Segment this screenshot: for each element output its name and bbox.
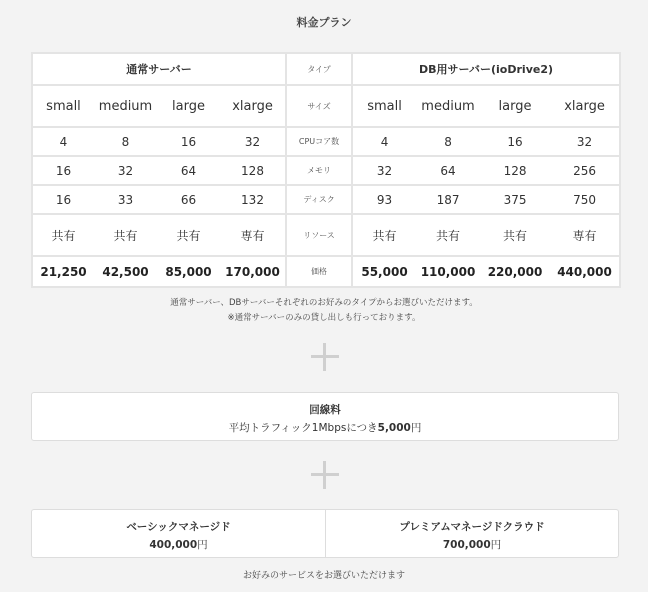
table-cell: 750 — [550, 185, 620, 214]
note-line: 通常サーバー、DBサーバーそれぞれのお好みのタイプからお選びいただけます。 — [170, 298, 478, 308]
table-cell: 32 — [352, 156, 416, 185]
table-cell: 共有 — [416, 214, 480, 256]
line-fee-prefix: 平均トラフィック1Mbpsにつき — [228, 422, 378, 434]
price-cell: 55,000 — [352, 256, 416, 287]
table-row — [32, 127, 620, 156]
size-label: サイズ — [286, 85, 352, 127]
managed-option-title: プレミアムマネージドクラウド — [399, 521, 545, 533]
managed-service-box — [31, 509, 619, 558]
table-cell: 専有 — [220, 214, 286, 256]
line-fee-title: 回線料 — [309, 404, 341, 416]
price-cell: 220,000 — [480, 256, 550, 287]
table-cell: 共有 — [157, 214, 220, 256]
pricing-table — [31, 52, 621, 288]
table-cell: 64 — [416, 156, 480, 185]
managed-option-price — [32, 537, 325, 552]
normal-server-header: 通常サーバー — [32, 53, 286, 85]
table-cell: 93 — [352, 185, 416, 214]
table-cell: 4 — [32, 127, 94, 156]
footer-note: お好みのサービスをお選びいただけます — [242, 571, 405, 581]
table-cell: 8 — [94, 127, 157, 156]
managed-option-title: ベーシックマネージド — [126, 521, 231, 533]
line-fee-price — [32, 420, 618, 435]
row-label: 価格 — [286, 256, 352, 287]
table-row — [32, 156, 620, 185]
table-cell: 375 — [480, 185, 550, 214]
table-cell: 128 — [220, 156, 286, 185]
price-cell: 110,000 — [416, 256, 480, 287]
table-cell: 187 — [416, 185, 480, 214]
table-cell: 32 — [550, 127, 620, 156]
managed-option-unit: 円 — [490, 539, 502, 551]
price-cell: 85,000 — [157, 256, 220, 287]
table-cell: 16 — [157, 127, 220, 156]
table-cell: 33 — [94, 185, 157, 214]
table-cell: 共有 — [94, 214, 157, 256]
note-line: ※通常サーバーのみの貸し出しも行っております。 — [227, 313, 421, 323]
price-cell: 440,000 — [550, 256, 620, 287]
managed-option — [32, 510, 325, 557]
table-row — [32, 185, 620, 214]
managed-option — [326, 510, 618, 557]
table-cell: 8 — [416, 127, 480, 156]
table-cell: 共有 — [352, 214, 416, 256]
table-cell: 共有 — [32, 214, 94, 256]
size-cell: xlarge — [220, 85, 286, 127]
size-cell: small — [32, 85, 94, 127]
page-title: 料金プラン — [296, 16, 352, 29]
row-label: ディスク — [286, 185, 352, 214]
table-cell: 4 — [352, 127, 416, 156]
table-cell: 66 — [157, 185, 220, 214]
managed-option-unit: 円 — [197, 539, 208, 551]
table-cell: 32 — [94, 156, 157, 185]
table-cell: 256 — [550, 156, 620, 185]
table-cell: 16 — [32, 185, 94, 214]
db-server-header: DB用サーバー(ioDrive2) — [352, 53, 620, 85]
table-row — [32, 214, 620, 256]
table-cell: 16 — [480, 127, 550, 156]
line-fee-unit: 円 — [410, 422, 422, 434]
size-cell: large — [480, 85, 550, 127]
size-cell: xlarge — [550, 85, 620, 127]
plus-icon — [311, 343, 339, 371]
table-cell: 128 — [480, 156, 550, 185]
plan-note — [0, 296, 648, 326]
table-cell: 共有 — [480, 214, 550, 256]
type-label: タイプ — [286, 53, 352, 85]
table-cell: 16 — [32, 156, 94, 185]
managed-option-price — [326, 537, 618, 552]
line-fee-amount: 5,000 — [377, 422, 411, 434]
price-cell: 42,500 — [94, 256, 157, 287]
price-cell: 170,000 — [220, 256, 286, 287]
managed-option-amount: 700,000 — [442, 539, 491, 551]
size-cell: medium — [94, 85, 157, 127]
table-cell: 32 — [220, 127, 286, 156]
table-cell: 専有 — [550, 214, 620, 256]
table-cell: 132 — [220, 185, 286, 214]
size-cell: medium — [416, 85, 480, 127]
size-cell: small — [352, 85, 416, 127]
plus-icon — [311, 461, 339, 489]
row-label: リソース — [286, 214, 352, 256]
price-row — [32, 256, 620, 287]
managed-option-amount: 400,000 — [149, 539, 198, 551]
line-fee-box — [31, 392, 619, 441]
row-label: CPUコア数 — [286, 127, 352, 156]
price-cell: 21,250 — [32, 256, 94, 287]
table-cell: 64 — [157, 156, 220, 185]
row-label: メモリ — [286, 156, 352, 185]
size-cell: large — [157, 85, 220, 127]
